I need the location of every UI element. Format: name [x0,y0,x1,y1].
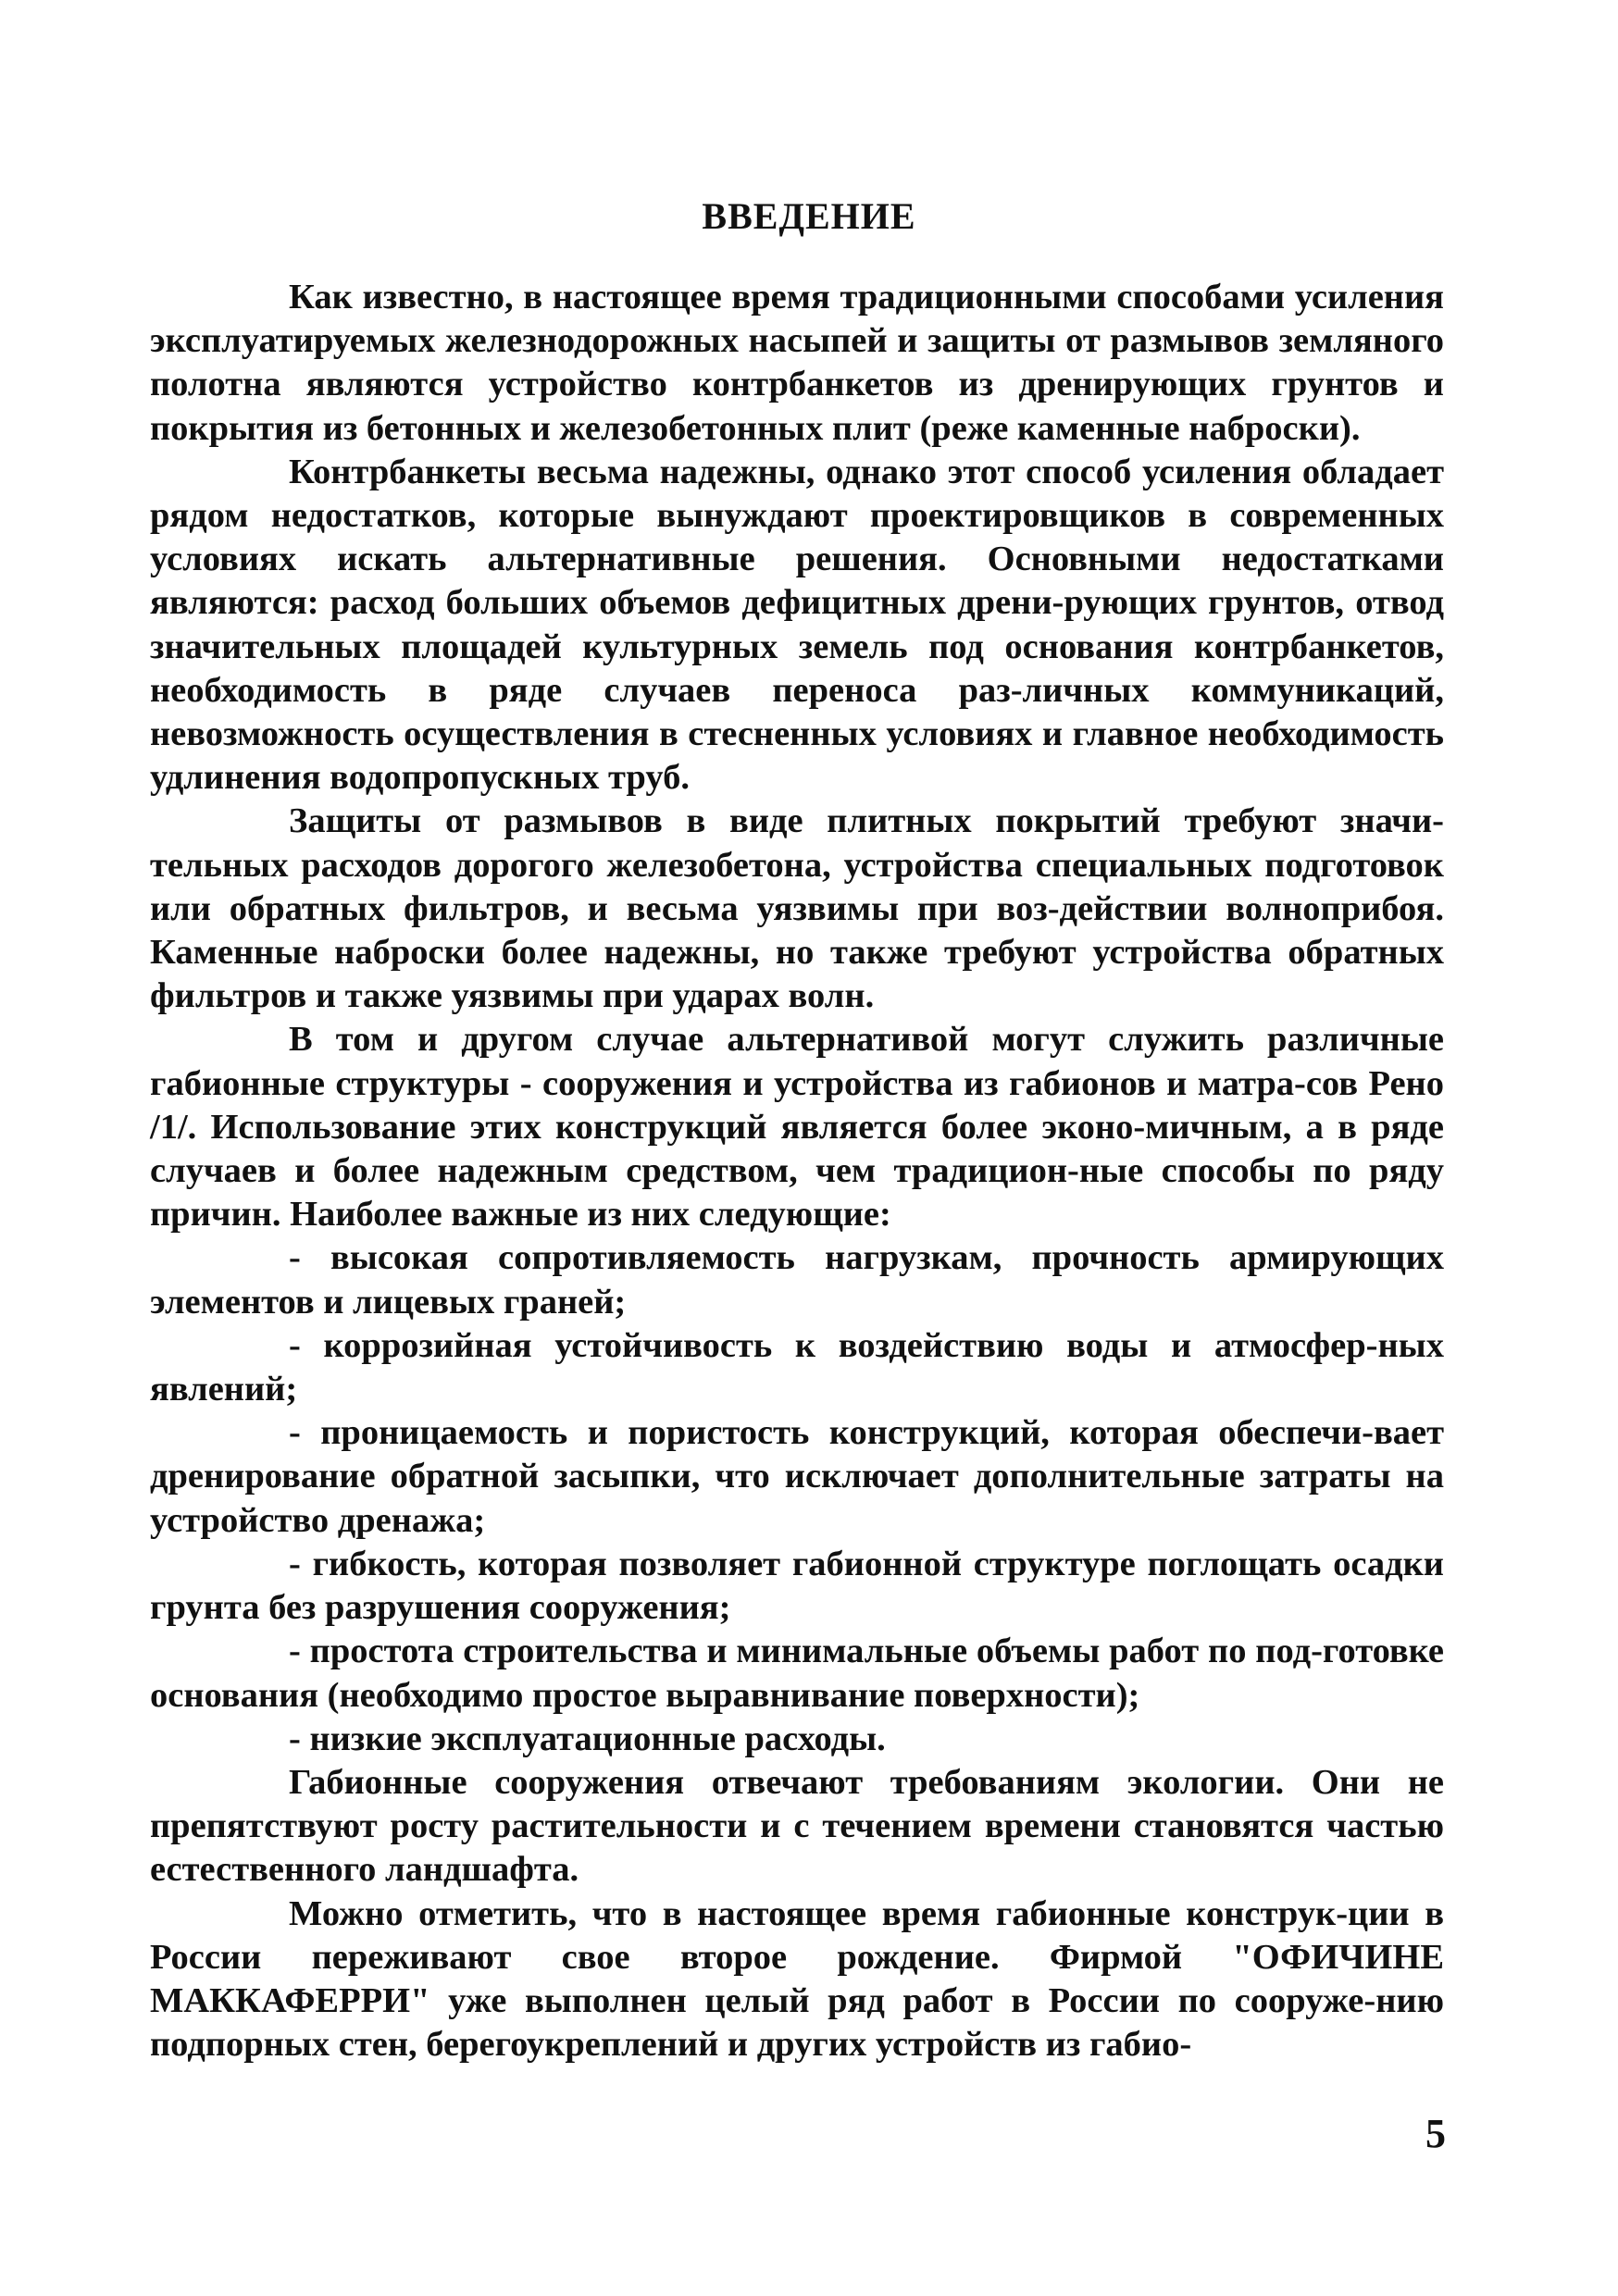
section-heading: ВВЕДЕНИЕ [702,195,916,237]
list-item: - высокая сопротивляемость нагрузкам, прочность армирующих элементов и лицевых граней; [150,1238,1444,1322]
paragraph: Защиты от размывов в виде плитных покрытий требуют значи-тельных расходов дорогого железобетона, устройства специальных подготовок или обратных фильтров, и весьма уязвимы при воз-действии волноприбоя. Каменные наброски более надежны, но также требуют устройства обратных фильтров и также уязвимы при ударах волн. [150,801,1444,1016]
paragraph: Габионные сооружения отвечают требованиям экологии. Они не препятствуют росту растительности и с течением времени становятся частью естественного ландшафта. [150,1762,1444,1890]
paragraph: В том и другом случае альтернативой могут служить различные габионные структуры - сооружения и устройства из габионов и матра-сов Рено /1/. Использование этих конструкций является более эконо-мичным, а в ряде случаев и более надежным средством, чем традицион-ные способы по ряду причин. Наиболее важные из них следующие: [150,1020,1444,1235]
list-item: - гибкость, которая позволяет габионной структуре поглощать осадки грунта без разрушения сооружения; [150,1544,1444,1628]
body-text [150,276,1444,2066]
list-item: - проницаемость и пористость конструкций, которая обеспечи-вает дренирование обратной засыпки, что исключает дополнительные затраты на устройство дренажа; [150,1413,1444,1540]
paragraph: Как известно, в настоящее время традиционными способами усиления эксплуатируемых железнодорожных насыпей и защиты от размывов земляного полотна являются устройство контрбанкетов из дренирующих грунтов и покрытия из бетонных и железобетонных плит (реже каменные наброски). [150,278,1444,448]
list-item: - простота строительства и минимальные объемы работ по под-готовке основания (необходимо простое выравнивание поверхности); [150,1632,1444,1715]
list-item: - низкие эксплуатационные расходы. [289,1719,886,1758]
list-item: - коррозийная устойчивость к воздействию воды и атмосфер-ных явлений; [150,1325,1444,1409]
page-number: 5 [1425,2111,1446,2156]
paragraph: Можно отметить, что в настоящее время габионные конструк-ции в России переживают свое второе рождение. Фирмой "ОФИЧИНЕ МАККАФЕРРИ" уже выполнен целый ряд работ в России по сооруже-нию подпорных стен, берегоукреплений и других устройств из габио- [150,1893,1444,2065]
paragraph: Контрбанкеты весьма надежны, однако этот способ усиления обладает рядом недостатков, которые вынуждают проектировщиков в современных условиях искать альтернативные решения. Основными недостатками являются: расход больших объемов дефицитных дрени-рующих грунтов, отвод значительных площадей культурных земель под основания контрбанкетов, необходимость в ряде случаев переноса раз-личных коммуникаций, невозможность осуществления в стесненных условиях и главное необходимость удлинения водопропускных труб. [150,452,1444,798]
